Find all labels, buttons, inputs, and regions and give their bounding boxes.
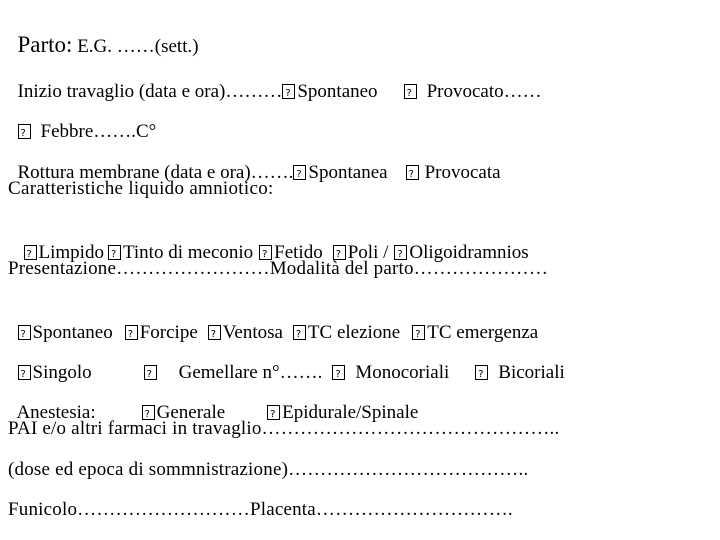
checkbox-icon[interactable] bbox=[293, 165, 306, 180]
membrane-rupture-label[interactable]: Rottura membrane (data e ora)……. bbox=[17, 162, 294, 183]
labor-spontaneous-label: Spontaneo bbox=[297, 81, 378, 102]
oligo-label: Oligoidramnios bbox=[409, 242, 529, 263]
drugs-row[interactable]: PAI e/o altri farmaci in travaglio……………………………………….. bbox=[8, 418, 560, 439]
checkbox-icon[interactable] bbox=[282, 84, 295, 99]
checkbox-icon[interactable] bbox=[406, 165, 419, 180]
fetid-label: Fetido bbox=[274, 242, 323, 263]
checkbox-icon[interactable] bbox=[475, 365, 488, 380]
singleton-label: Singolo bbox=[32, 362, 92, 383]
twins-label[interactable]: Gemellare n°……. bbox=[178, 362, 323, 383]
fever-label[interactable]: Febbre…….C° bbox=[40, 121, 157, 142]
anesthesia-label: Anestesia: bbox=[16, 402, 96, 423]
vacuum-label: Ventosa bbox=[222, 322, 283, 343]
elective-cs-label: TC elezione bbox=[307, 322, 401, 343]
labor-induced-label: Provocato…… bbox=[426, 81, 542, 102]
emergency-cs-label: TC emergenza bbox=[427, 322, 539, 343]
rupture-induced-label: Provocata bbox=[424, 162, 501, 183]
clear-label: Limpido bbox=[38, 242, 104, 263]
dose-row[interactable]: (dose ed epoca di sommnistrazione)……………………………….. bbox=[8, 459, 529, 480]
parto-heading bbox=[8, 9, 199, 59]
spontaneous-delivery-label: Spontaneo bbox=[32, 322, 113, 343]
general-anesthesia-label: Generale bbox=[156, 402, 226, 423]
meconium-label: Tinto di meconio bbox=[122, 242, 254, 263]
parto-label: Parto: bbox=[17, 32, 73, 57]
forceps-label: Forcipe bbox=[139, 322, 198, 343]
amniotic-heading: Caratteristiche liquido amniotico: bbox=[8, 178, 274, 199]
epidural-label: Epidurale/Spinale bbox=[282, 402, 419, 423]
cord-placenta-row[interactable]: Funicolo………………………Placenta…………………………. bbox=[8, 499, 513, 520]
checkbox-icon[interactable] bbox=[404, 84, 417, 99]
gestational-age-field[interactable]: E.G. ……(sett.) bbox=[72, 36, 199, 57]
presentation-delivery-row[interactable]: Presentazione……………………Modalità del parto………………… bbox=[8, 258, 549, 279]
labor-onset-label[interactable]: Inizio travaglio (data e ora)……… bbox=[17, 81, 283, 102]
poly-label: Poli / bbox=[347, 242, 389, 263]
dichorionic-label: Bicoriali bbox=[498, 362, 565, 383]
monochorionic-label: Monocoriali bbox=[355, 362, 450, 383]
rupture-spontaneous-label: Spontanea bbox=[308, 162, 388, 183]
